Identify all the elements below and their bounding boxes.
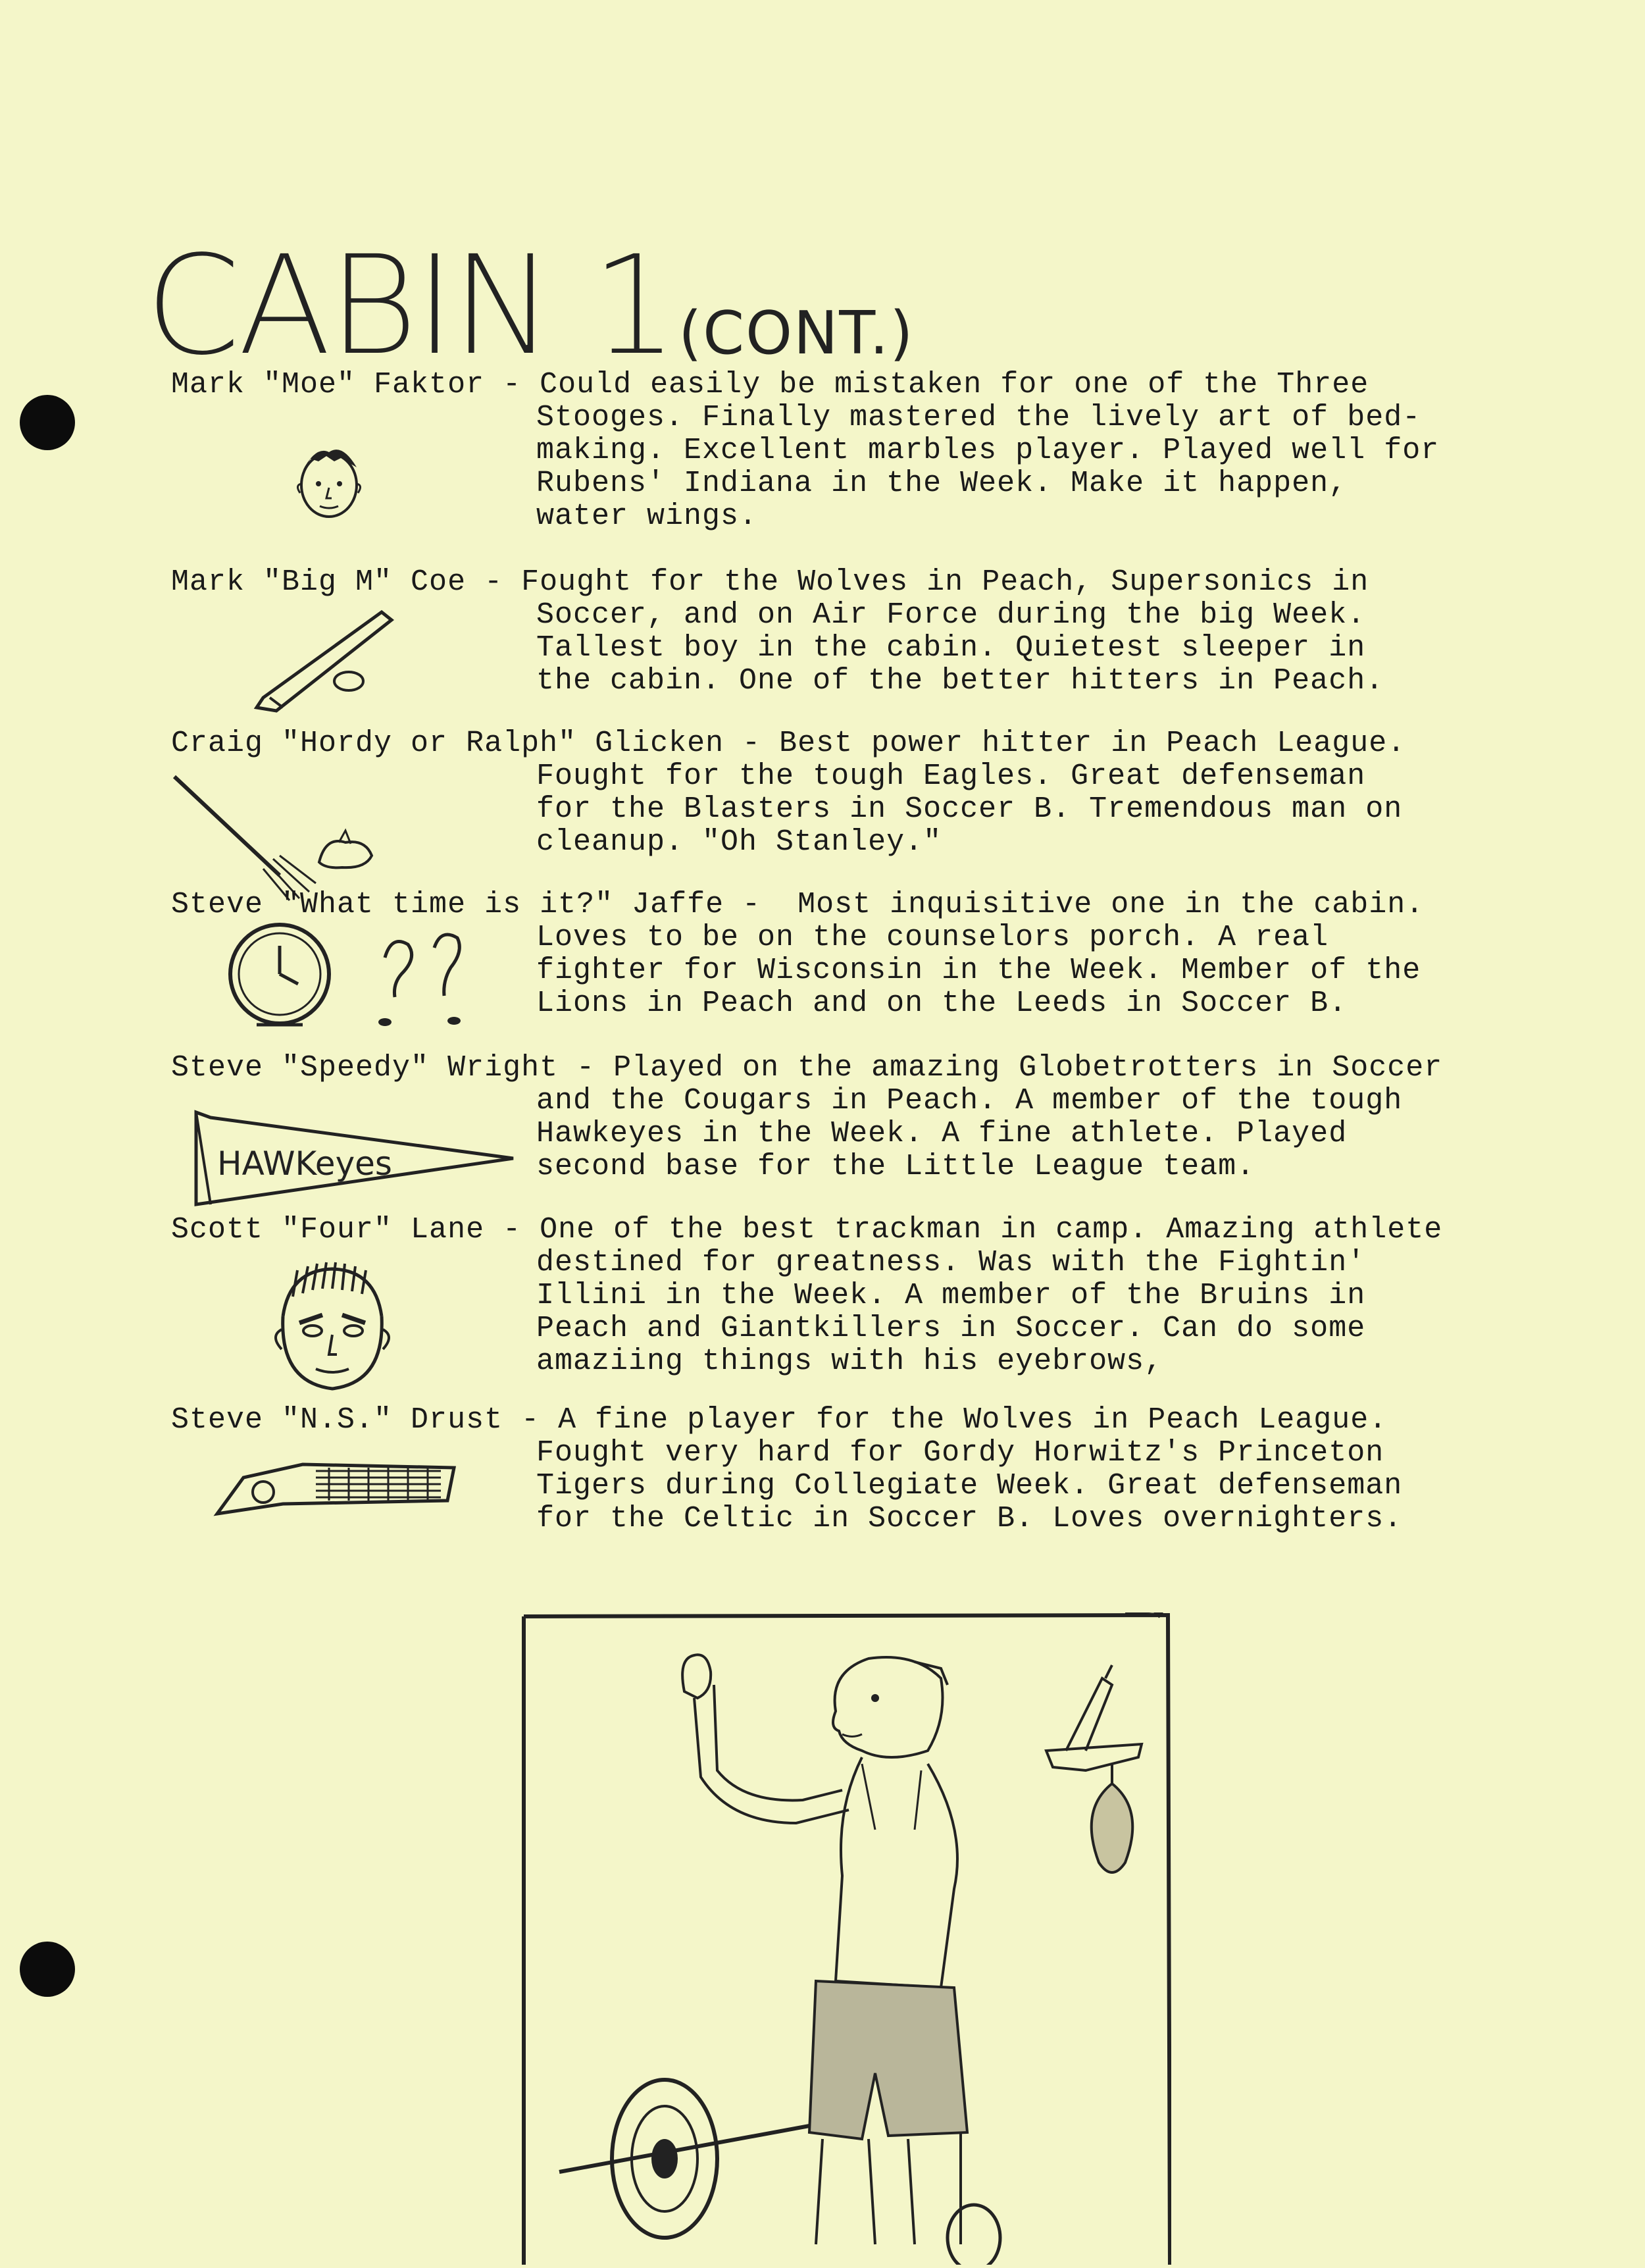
pennant-label: HAWKeyes xyxy=(217,1145,392,1183)
description-line: making. Excellent marbles player. Played well for xyxy=(536,434,1440,467)
broom-icon xyxy=(168,770,392,902)
description-line: second base for the Little League team. xyxy=(536,1150,1255,1183)
harmonica-icon xyxy=(211,1451,461,1524)
camper-entry xyxy=(171,1213,1520,1378)
description-line: and the Cougars in Peach. A member of the tough xyxy=(536,1084,1403,1118)
description-line: destined for greatness. Was with the Fightin' xyxy=(536,1246,1366,1279)
camper-entry xyxy=(171,565,1520,698)
face-sketch-icon xyxy=(276,438,382,523)
description-line: amaziing things with his eyebrows, xyxy=(536,1345,1163,1378)
description-line: for the Blasters in Soccer B. Tremendous man on xyxy=(536,792,1403,826)
description-line: cleanup. "Oh Stanley." xyxy=(536,825,942,859)
description-line: Peach and Giantkillers in Soccer. Can do some xyxy=(536,1312,1366,1345)
clock-question-icon xyxy=(220,918,484,1037)
description-line: fighter for Wisconsin in the Week. Member of the xyxy=(536,954,1421,987)
camper-description xyxy=(536,599,1384,698)
description-line: for the Celtic in Soccer B. Loves overnighters. xyxy=(536,1502,1403,1535)
camper-description xyxy=(536,1247,1365,1378)
weightlifter-cartoon-icon xyxy=(520,1612,1171,2265)
camper-name-line: Mark "Big M" Coe - Fought for the Wolves in Peach, Supersonics in xyxy=(171,565,1369,599)
title-text: CABIN 1 xyxy=(145,225,675,386)
camper-description xyxy=(536,921,1421,1020)
camper-name-line: Steve "Speedy" Wright - Played on the amazing Globetrotters in Soccer xyxy=(171,1051,1443,1085)
camper-entry xyxy=(171,727,1520,859)
camper-name-line: Craig "Hordy or Ralph" Glicken - Best power hitter in Peach League. xyxy=(171,727,1406,760)
description-line: Soccer, and on Air Force during the big Week. xyxy=(536,598,1366,632)
description-line: Fought very hard for Gordy Horwitz's Princeton xyxy=(536,1436,1384,1470)
camper-description xyxy=(536,401,1439,533)
description-line: Stooges. Finally mastered the lively art of bed- xyxy=(536,401,1421,434)
camper-description xyxy=(536,1085,1402,1183)
description-line: Illini in the Week. A member of the Bruins in xyxy=(536,1279,1366,1312)
description-line: the cabin. One of the better hitters in Peach. xyxy=(536,664,1384,698)
camper-name-line: Steve "What time is it?" Jaffe - Most inquisitive one in the cabin. xyxy=(171,888,1425,921)
description-line: Tigers during Collegiate Week. Great defenseman xyxy=(536,1469,1403,1503)
baseball-bat-icon xyxy=(243,599,401,717)
camper-name-line: Steve "N.S." Drust - A fine player for the Wolves in Peach League. xyxy=(171,1403,1388,1437)
camper-description xyxy=(536,760,1402,859)
camper-name-line: Scott "Four" Lane - One of the best trackman in camp. Amazing athlete xyxy=(171,1213,1443,1247)
description-line: Loves to be on the counselors porch. A real xyxy=(536,921,1329,954)
camper-entry xyxy=(171,1403,1520,1535)
camper-description xyxy=(536,1437,1402,1535)
description-line: Hawkeyes in the Week. A fine athlete. Played xyxy=(536,1117,1348,1150)
camper-entry xyxy=(171,368,1520,533)
description-line: Lions in Peach and on the Leeds in Soccer B. xyxy=(536,987,1348,1020)
description-line: Fought for the tough Eagles. Great defenseman xyxy=(536,760,1366,793)
description-line: water wings. xyxy=(536,500,758,533)
camper-entry xyxy=(171,1051,1520,1183)
title-suffix: (CONT.) xyxy=(678,299,915,368)
page-title xyxy=(145,225,915,386)
punch-hole-bottom xyxy=(20,1942,75,1997)
pennant-icon xyxy=(191,1106,520,1211)
camper-entry xyxy=(171,888,1520,1020)
description-line: Rubens' Indiana in the Week. Make it happen, xyxy=(536,467,1348,500)
camper-name-line: Mark "Moe" Faktor - Could easily be mistaken for one of the Three xyxy=(171,368,1369,401)
description-line: Tallest boy in the cabin. Quietest sleeper in xyxy=(536,631,1366,665)
face-eyebrows-icon xyxy=(263,1257,401,1395)
punch-hole-top xyxy=(20,395,75,450)
